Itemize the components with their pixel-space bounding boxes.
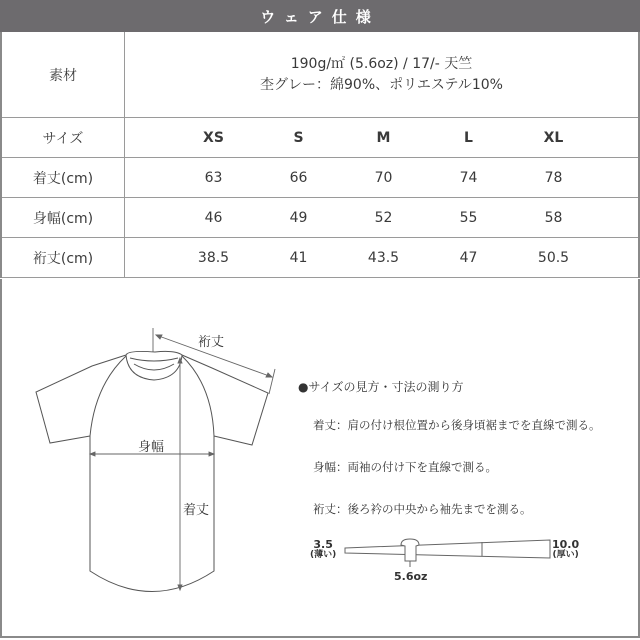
size-l: L [464,129,473,146]
row-label: 裄丈(cm) [1,238,125,278]
material-line-2: 杢グレー：綿90%、ポリエステル10% [260,76,503,93]
scale-max-label: (厚い) [552,550,579,560]
cell: 47 [459,249,478,266]
measurement-guide [298,378,601,543]
cell: 70 [374,169,393,186]
cell: 58 [544,209,563,226]
material-line-1: 190g/㎡ (5.6oz) / 17/- 天竺 [290,55,473,72]
cell: 66 [289,169,308,186]
body-width-label: 身幅 [138,440,165,455]
guide-line-body-length: 着丈：肩の付け根位置から後身頃裾までを直線で測る。 [313,418,601,432]
scale-max-value: 10.0 [552,538,580,551]
cell: 41 [289,249,308,266]
cell: 55 [459,209,478,226]
cell: 43.5 [367,249,400,266]
scale-current: 5.6oz [394,570,428,583]
scale-min-value: 3.5 [313,538,333,551]
cell: 52 [374,209,393,226]
sleeve-length-label: 裄丈 [198,335,225,350]
cell: 50.5 [537,249,570,266]
header-title: ウェア仕様 [260,7,380,26]
guide-line-body-width: 身幅：両袖の付け下を直線で測る。 [313,460,497,474]
size-header-label: サイズ [1,118,125,158]
body-length-label: 着丈 [183,503,210,518]
cell: 63 [204,169,223,186]
size-s: S [293,129,304,146]
scale-max [552,539,579,561]
cell: 74 [459,169,478,186]
row-label: 身幅(cm) [1,198,125,238]
material-label: 素材 [1,32,125,118]
guide-line-sleeve-length: 裄丈：後ろ衿の中央から袖先までを測る。 [313,502,532,516]
size-m: M [376,129,391,146]
size-xs: XS [203,129,224,146]
scale-min [310,539,336,561]
size-xl: XL [543,129,564,146]
cell: 38.5 [197,249,230,266]
scale-min-label: (薄い) [310,550,337,560]
guide-title: ●サイズの見方・寸法の測り方 [298,380,464,394]
cell: 49 [289,209,308,226]
row-label: 着丈(cm) [1,158,125,198]
cell: 46 [204,209,223,226]
cell: 78 [544,169,563,186]
